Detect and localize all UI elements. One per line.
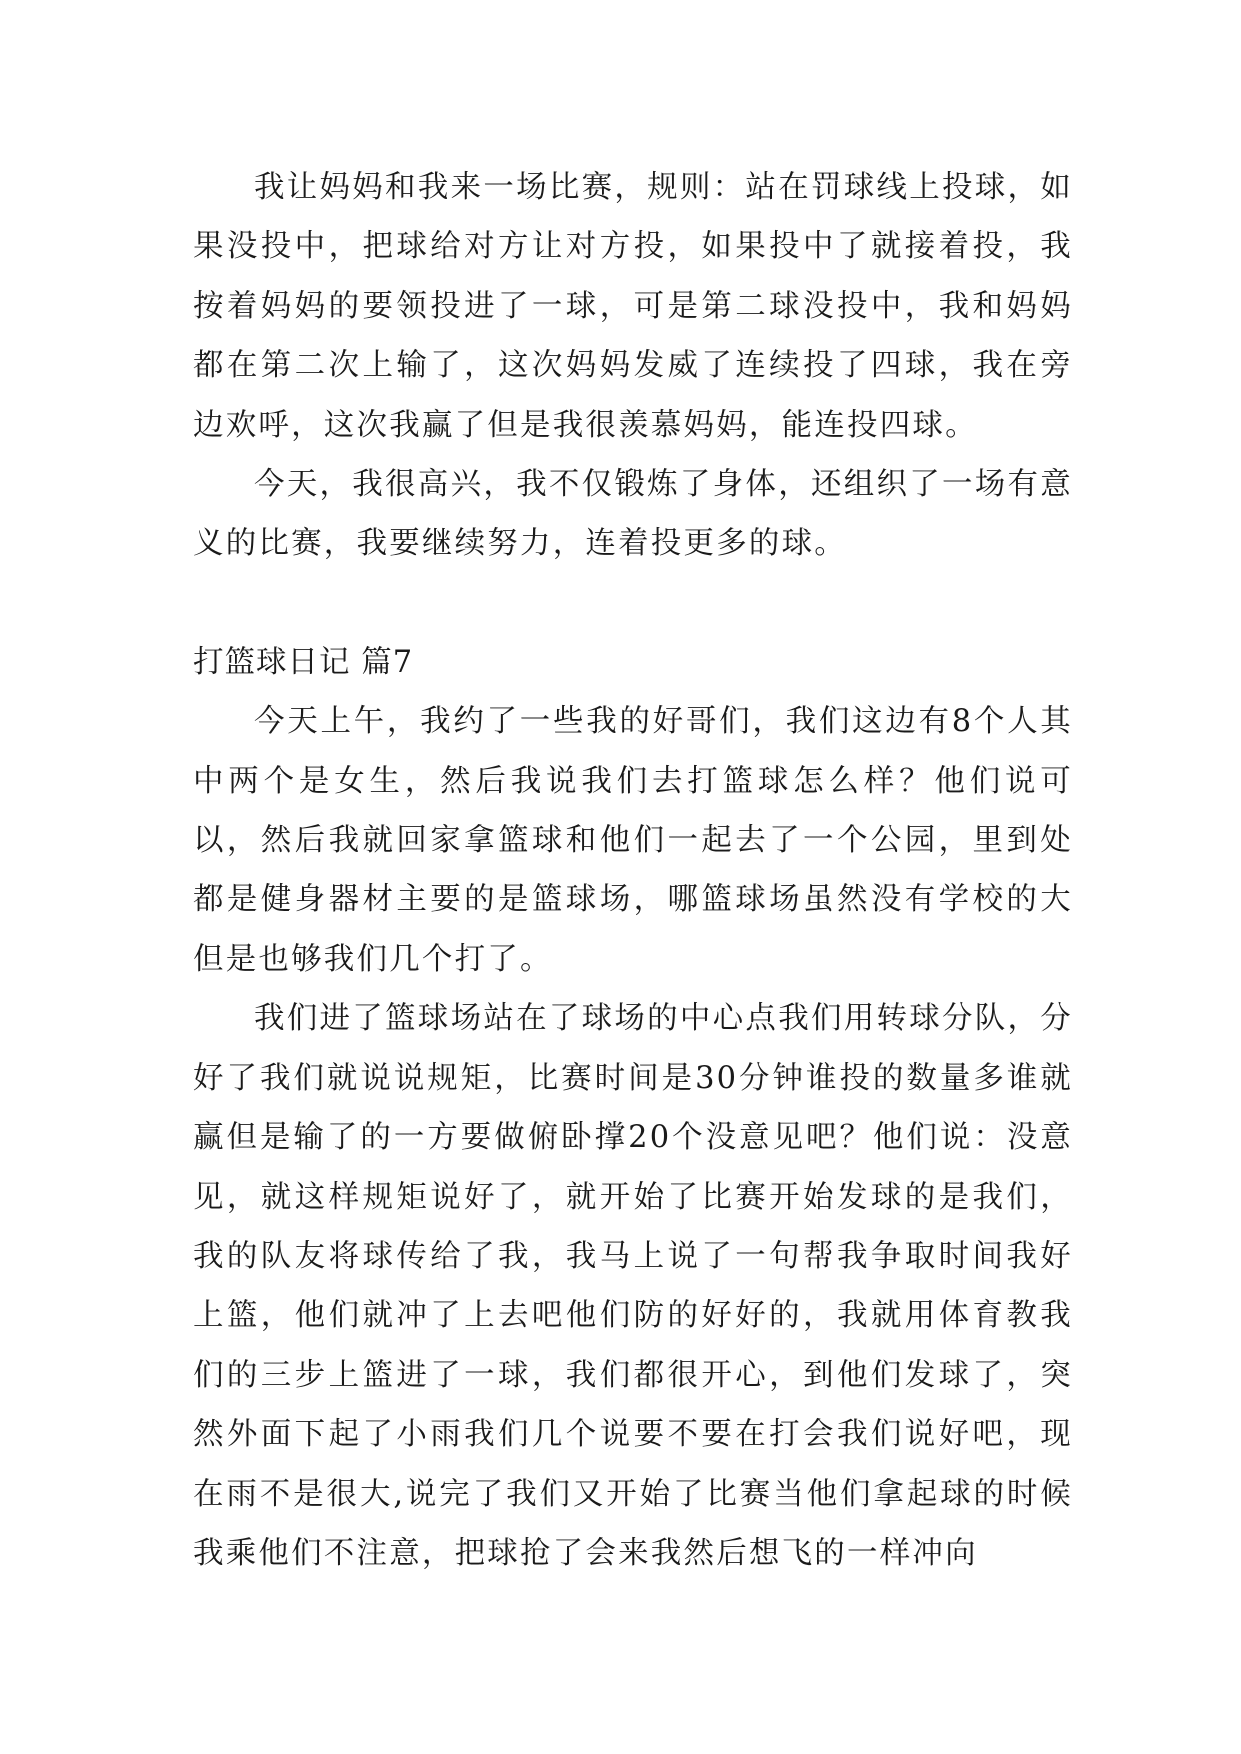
paragraph-today-happy: 今天，我很高兴，我不仅锻炼了身体，还组织了一场有意义的比赛，我要继续努力，连着投更多的球。 [193,467,1073,562]
paragraph-competition-rules: 我让妈妈和我来一场比赛，规则：站在罚球线上投球，如果没投中，把球给对方让对方投，如果投中了就接着投，我按着妈妈的要领投进了一球，可是第二球没投中，我和妈妈都在第二次上输了，这次妈妈发威了连续投了四球，我在旁边欢呼，这次我赢了但是我很羡慕妈妈，能连投四球。 [193,170,1073,443]
document-body [193,158,1073,1583]
paragraph-morning-meetup: 今天上午，我约了一些我的好哥们，我们这边有8个人其中两个是女生，然后我说我们去打篮球怎么样？他们说可以，然后我就回家拿篮球和他们一起去了一个公园，里到处都是健身器材主要的是篮球场，哪篮球场虽然没有学校的大但是也够我们几个打了。 [193,704,1073,977]
paragraph-game-story: 我们进了篮球场站在了球场的中心点我们用转球分队，分好了我们就说说规矩，比赛时间是30分钟谁投的数量多谁就赢但是输了的一方要做俯卧撑20个没意见吧？他们说：没意见，就这样规矩说好了，就开始了比赛开始发球的是我们，我的队友将球传给了我，我马上说了一句帮我争取时间我好上篮，他们就冲了上去吧他们防的好好的，我就用体育教我们的三步上篮进了一球，我们都很开心，到他们发球了，突然外面下起了小雨我们几个说要不要在打会我们说好吧，现在雨不是很大,说完了我们又开始了比赛当他们拿起球的时候我乘他们不注意，把球抢了会来我然后想飞的一样冲向 [193,1001,1073,1571]
section-heading: 打篮球日记 篇7 [193,644,414,680]
